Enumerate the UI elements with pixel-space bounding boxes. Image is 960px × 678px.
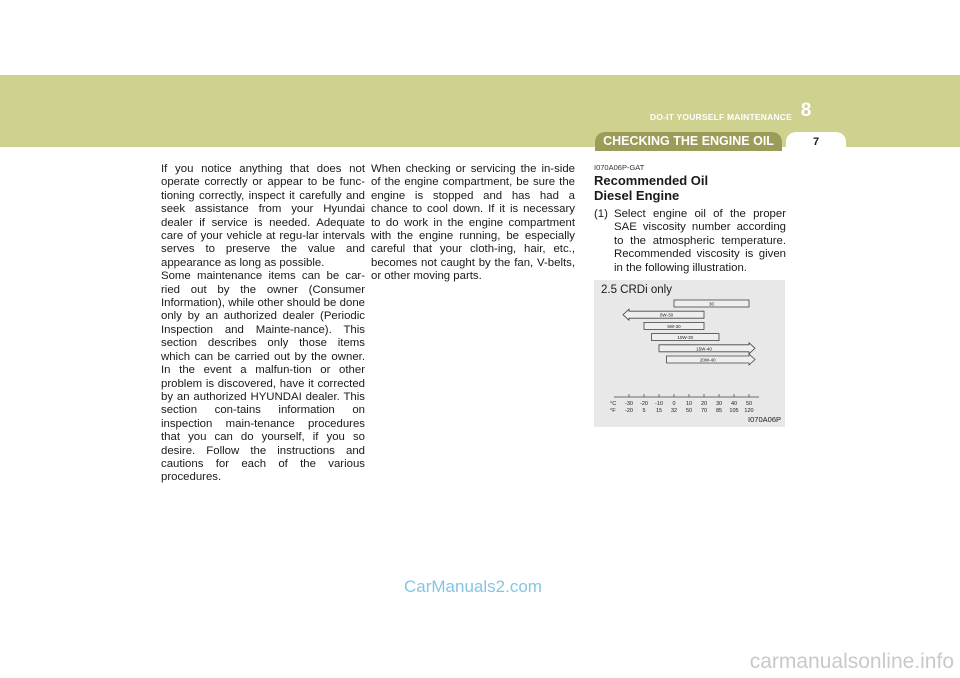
fahrenheit-tick-label: 32 bbox=[670, 408, 678, 414]
heading-recommended-oil: Recommended Oil bbox=[594, 173, 709, 188]
celsius-tick-label: 10 bbox=[685, 401, 693, 407]
viscosity-label-0W-30: 0W-30 bbox=[659, 312, 674, 318]
left-column bbox=[161, 163, 365, 485]
viscosity-label-10W-30: 10W-30 bbox=[677, 335, 694, 341]
celsius-tick-label: -10 bbox=[655, 401, 663, 407]
watermark-carmanuals: CarManuals2.com bbox=[404, 577, 542, 596]
celsius-tick-label: 30 bbox=[715, 401, 723, 407]
safety-paragraph: When checking or servicing the in-side of the engine compartment, be sure the engine is stopped and has had a chance to cool down. If it is necessary to do work in the engine compartment with the engine running, be especially careful that your cloth-ing, hair, etc., becomes not caught by the fan, V-belts, or other moving parts. bbox=[371, 163, 575, 283]
middle-column bbox=[371, 163, 575, 284]
viscosity-chart-svg bbox=[594, 280, 785, 427]
page-number: 7 bbox=[786, 132, 846, 151]
fahrenheit-tick-label: 15 bbox=[655, 408, 663, 414]
viscosity-label-5W-30: 5W-30 bbox=[667, 323, 681, 329]
chapter-number: 8 bbox=[800, 100, 812, 121]
chart-title: 2.5 CRDi only bbox=[601, 284, 672, 296]
section-code: I070A06P-GAT bbox=[594, 163, 645, 172]
fahrenheit-tick-label: 50 bbox=[685, 408, 693, 414]
axis-fahrenheit-label: °F bbox=[610, 408, 616, 414]
viscosity-label-30: 30 bbox=[708, 301, 715, 307]
right-column bbox=[594, 163, 786, 275]
step-number: (1) bbox=[594, 208, 608, 220]
fahrenheit-tick-label: 85 bbox=[715, 408, 723, 414]
viscosity-chart bbox=[594, 280, 785, 427]
axis-celsius-label: °C bbox=[610, 401, 617, 407]
section-tab-title: CHECKING THE ENGINE OIL bbox=[595, 132, 782, 151]
fahrenheit-tick-label: 70 bbox=[700, 408, 708, 414]
fahrenheit-tick-label: 120 bbox=[744, 408, 754, 414]
section-label: DO-IT YOURSELF MAINTENANCE bbox=[650, 112, 792, 122]
celsius-tick-label: -30 bbox=[625, 401, 633, 407]
celsius-tick-label: 50 bbox=[745, 401, 753, 407]
chart-image-code: I070A06P bbox=[748, 415, 781, 424]
fahrenheit-tick-label: 105 bbox=[729, 408, 739, 414]
step-text: Select engine oil of the proper SAE viscosity number according to the atmospheric temperature. Recommended viscosity is given in the following illustration. bbox=[614, 208, 786, 274]
fahrenheit-tick-label: 5 bbox=[642, 408, 646, 414]
celsius-tick-label: 40 bbox=[730, 401, 738, 407]
maintenance-paragraph: Some maintenance items can be car-ried out by the owner (Consumer Information), while other should be done only by an authorized dealer (Periodic Inspection and Mainte-nance). This section describes only those items which can be carried out by the owner. In the event a malfun-tion or other problem is discovered, have it corrected by an authorized HYUNDAI dealer. This section con-tains information on inspection main-tenance procedures that you can do yourself, if you so desire. Follow the instructions and cautions for each of the various procedures. bbox=[161, 270, 365, 484]
viscosity-label-20W-40: 20W-40 bbox=[699, 357, 716, 363]
celsius-tick-label: 0 bbox=[672, 401, 676, 407]
step-1 bbox=[594, 208, 786, 275]
intro-paragraph: If you notice anything that does not operate correctly or appear to be func-tioning correctly, inspect it carefully and seek assistance from your Hyundai dealer if service is needed. Adequate care of your vehicle at regu-lar intervals serves to preserve the value and appearance as long as possible. bbox=[161, 163, 365, 269]
celsius-tick-label: 20 bbox=[700, 401, 708, 407]
celsius-tick-label: -20 bbox=[640, 401, 648, 407]
fahrenheit-tick-label: -20 bbox=[625, 408, 633, 414]
viscosity-label-15W-40: 15W-40 bbox=[696, 346, 712, 352]
watermark-carmanualsonline: carmanualsonline.info bbox=[749, 650, 954, 673]
heading-diesel-engine: Diesel Engine bbox=[594, 188, 680, 203]
